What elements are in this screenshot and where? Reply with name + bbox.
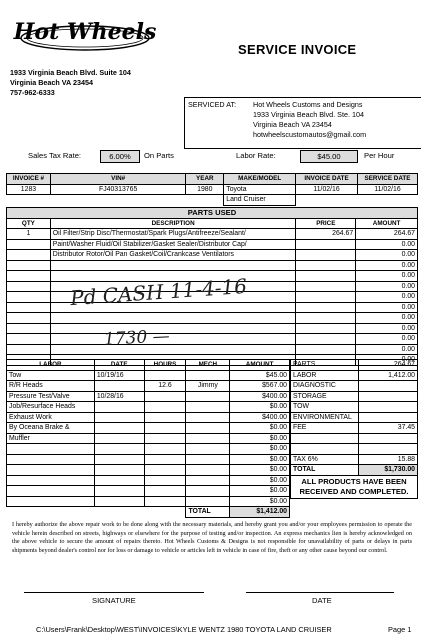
- summary-row: [291, 444, 418, 455]
- col-make-model: MAKE/MODEL: [224, 174, 296, 185]
- labor-amount: $0.00: [230, 402, 290, 413]
- parts-row: [7, 260, 418, 271]
- labor-date: 10/19/16: [94, 370, 144, 381]
- summary-value: [358, 444, 417, 455]
- labor-mechanic: [186, 391, 230, 402]
- labor-rate-value: $45.00: [300, 150, 358, 163]
- labor-mechanic: [186, 444, 230, 455]
- summary-row: [291, 433, 418, 444]
- summary-table: [290, 359, 418, 499]
- labor-date: [94, 412, 144, 423]
- labor-row: [7, 381, 290, 392]
- date-line: [246, 592, 394, 593]
- col-hours: HOURS: [144, 360, 186, 371]
- labor-row: [7, 412, 290, 423]
- labor-amount: $0.00: [230, 475, 290, 486]
- labor-hours: 12.6: [144, 381, 186, 392]
- labor-description: [7, 496, 95, 507]
- labor-hours: [144, 475, 186, 486]
- labor-amount: $400.00: [230, 391, 290, 402]
- labor-hours: [144, 370, 186, 381]
- labor-mechanic: [186, 454, 230, 465]
- part-price: [296, 281, 356, 292]
- part-amount: 0.00: [356, 323, 418, 334]
- logo-text: Hot Wheels: [13, 19, 157, 45]
- labor-mechanic: Jimmy: [186, 381, 230, 392]
- invoice-date: 11/02/16: [296, 184, 358, 195]
- part-qty: [7, 292, 51, 303]
- part-amount: 0.00: [356, 313, 418, 324]
- labor-rate-suffix: Per Hour: [364, 151, 395, 160]
- labor-row: [7, 370, 290, 381]
- labor-row: [7, 496, 290, 507]
- document-title: SERVICE INVOICE: [238, 42, 357, 57]
- summary-row: [291, 423, 418, 434]
- labor-hours: [144, 391, 186, 402]
- serviced-at-line: Hot Wheels Customs and Designs: [253, 100, 363, 109]
- labor-date: [94, 381, 144, 392]
- summary-label: [291, 444, 359, 455]
- summary-row: [291, 360, 418, 371]
- part-price: [296, 302, 356, 313]
- parts-row: [7, 344, 418, 355]
- company-phone: 757-962-6333: [10, 88, 55, 97]
- labor-total-label: TOTAL: [186, 507, 230, 518]
- col-mech: MECH: [186, 360, 230, 371]
- address-line2: Virginia Beach VA 23454: [10, 78, 93, 87]
- parts-row: [7, 250, 418, 261]
- part-amount: 0.00: [356, 260, 418, 271]
- summary-label: LABOR: [291, 370, 359, 381]
- summary-label: ENVIRONMENTAL: [291, 412, 359, 423]
- labor-hours: [144, 496, 186, 507]
- summary-row: [291, 370, 418, 381]
- footer-file-path: C:\Users\Frank\Desktop\WEST\INVOICES\KYLE WENTZ 1980 TOYOTA LAND CRUISER: [36, 625, 332, 634]
- invoice-number: 1283: [7, 184, 51, 195]
- labor-hours: [144, 465, 186, 476]
- make: Toyota: [224, 184, 296, 195]
- summary-row: [291, 402, 418, 413]
- date-label: DATE: [312, 596, 332, 605]
- labor-date: [94, 454, 144, 465]
- serviced-at-line: 1933 Virginia Beach Blvd. Ste. 104: [253, 110, 364, 119]
- company-address: [10, 68, 131, 98]
- labor-description: By Oceana Brake &: [7, 423, 95, 434]
- part-description: [50, 260, 296, 271]
- part-description: Paint/Washer Fluid/Oil Stabilizer/Gasket Sealer/Distributor Cap/: [50, 239, 296, 250]
- labor-date: [94, 423, 144, 434]
- labor-date: [94, 475, 144, 486]
- part-amount: 0.00: [356, 292, 418, 303]
- labor-description: Muffler: [7, 433, 95, 444]
- labor-mechanic: [186, 370, 230, 381]
- col-invoice-date: INVOICE DATE: [296, 174, 358, 185]
- labor-row: [7, 475, 290, 486]
- col-price: PRICE: [296, 218, 356, 229]
- part-qty: [7, 344, 51, 355]
- labor-amount: $567.00: [230, 381, 290, 392]
- summary-value: 264.67: [358, 360, 417, 371]
- part-price: [296, 323, 356, 334]
- col-invoice-number: INVOICE #: [7, 174, 51, 185]
- labor-description: Pressure Test/Valve: [7, 391, 95, 402]
- labor-mechanic: [186, 402, 230, 413]
- labor-row: [7, 391, 290, 402]
- part-price: [296, 344, 356, 355]
- labor-amount: $0.00: [230, 444, 290, 455]
- col-labor-amount: AMOUNT: [230, 360, 290, 371]
- part-amount: 0.00: [356, 250, 418, 261]
- col-labor: LABOR: [7, 360, 95, 371]
- labor-date: [94, 402, 144, 413]
- summary-label: TOTAL: [291, 465, 359, 476]
- labor-description: [7, 486, 95, 497]
- summary-value: [358, 412, 417, 423]
- summary-row: [291, 454, 418, 465]
- labor-hours: [144, 423, 186, 434]
- summary-label: DIAGNOSTIC: [291, 381, 359, 392]
- part-price: [296, 313, 356, 324]
- summary-value: $1,730.00: [358, 465, 417, 476]
- labor-amount: $0.00: [230, 496, 290, 507]
- labor-hours: [144, 444, 186, 455]
- labor-mechanic: [186, 475, 230, 486]
- labor-total-value: $1,412.00: [230, 507, 290, 518]
- part-price: [296, 292, 356, 303]
- part-amount: 0.00: [356, 281, 418, 292]
- part-qty: [7, 323, 51, 334]
- parts-row: [7, 334, 418, 345]
- labor-hours: [144, 433, 186, 444]
- labor-description: [7, 475, 95, 486]
- summary-label: TOW: [291, 402, 359, 413]
- summary-row: [291, 381, 418, 392]
- parts-row: [7, 323, 418, 334]
- labor-row: [7, 465, 290, 476]
- serviced-at-box: [184, 97, 421, 149]
- summary-value: 15.88: [358, 454, 417, 465]
- labor-date: [94, 496, 144, 507]
- labor-mechanic: [186, 423, 230, 434]
- part-amount: 264.67: [356, 229, 418, 240]
- labor-hours: [144, 412, 186, 423]
- serviced-at-email: hotwheelscustomautos@gmail.com: [253, 130, 367, 139]
- part-qty: [7, 239, 51, 250]
- company-logo: [10, 10, 160, 62]
- part-qty: [7, 271, 51, 282]
- part-qty: [7, 281, 51, 292]
- part-qty: [7, 313, 51, 324]
- summary-label: PARTS: [291, 360, 359, 371]
- col-date: DATE: [94, 360, 144, 371]
- summary-label: STORAGE: [291, 391, 359, 402]
- labor-row: [7, 454, 290, 465]
- labor-row: [7, 433, 290, 444]
- summary-row: [291, 391, 418, 402]
- labor-mechanic: [186, 433, 230, 444]
- labor-hours: [144, 454, 186, 465]
- part-amount: 0.00: [356, 271, 418, 282]
- labor-description: Job/Resurface Heads: [7, 402, 95, 413]
- labor-mechanic: [186, 412, 230, 423]
- summary-row: [291, 412, 418, 423]
- summary-value: [358, 391, 417, 402]
- labor-description: [7, 444, 95, 455]
- labor-description: Exhaust Work: [7, 412, 95, 423]
- service-date: 11/02/16: [358, 184, 418, 195]
- labor-amount: $0.00: [230, 465, 290, 476]
- address-line1: 1933 Virginia Beach Blvd. Suite 104: [10, 68, 131, 77]
- signature-label: SIGNATURE: [92, 596, 136, 605]
- handwritten-payment-note: Pd CASH 11-4-16: [69, 273, 248, 311]
- labor-date: 10/28/16: [94, 391, 144, 402]
- handwritten-amount: 1730 —: [103, 326, 171, 350]
- labor-mechanic: [186, 496, 230, 507]
- summary-label: TAX 6%: [291, 454, 359, 465]
- summary-value: 1,412.00: [358, 370, 417, 381]
- part-price: [296, 271, 356, 282]
- part-price: 264.67: [296, 229, 356, 240]
- col-vin: VIN#: [50, 174, 185, 185]
- col-amount: AMOUNT: [356, 218, 418, 229]
- sales-tax-label: Sales Tax Rate:: [28, 151, 82, 160]
- part-qty: [7, 334, 51, 345]
- signature-line: [24, 592, 204, 593]
- labor-amount: $0.00: [230, 423, 290, 434]
- terms-text: I hereby authorize the above repair work to be done along with the necessary materials, and hereby grant you and/or your employees permission to operate the vehicle herein described on streets, highways or elsewhere for the purpose of testing and/or inspection. An express mechanics lien is hereby acknowledged on the above vehicle to secure the amount of repairs thereto. Hot Wheels Customs & Designs is not responsible for unavailability of parts or delays in parts shipments beyond dealer's control nor for loss or damage to vehicle or articles left in vehicle in case of fire, theft or any other cause beyond our control.: [12, 521, 412, 554]
- labor-date: [94, 444, 144, 455]
- part-description: [50, 344, 296, 355]
- sales-tax-value: 6.00%: [100, 150, 140, 163]
- part-qty: [7, 250, 51, 261]
- summary-value: [358, 381, 417, 392]
- part-description: [50, 334, 296, 345]
- parts-row: [7, 313, 418, 324]
- labor-date: [94, 433, 144, 444]
- part-description: [50, 313, 296, 324]
- part-price: [296, 239, 356, 250]
- labor-hours: [144, 402, 186, 413]
- labor-amount: $0.00: [230, 433, 290, 444]
- labor-amount: $0.00: [230, 486, 290, 497]
- part-description: Oil Filter/Strip Disc/Thermostat/Spark Plugs/Antifreeze/Sealant/: [50, 229, 296, 240]
- part-amount: 0.00: [356, 334, 418, 345]
- col-qty: QTY: [7, 218, 51, 229]
- part-price: [296, 250, 356, 261]
- vin: FJ40313765: [50, 184, 185, 195]
- labor-date: [94, 465, 144, 476]
- summary-label: FEE: [291, 423, 359, 434]
- col-service-date: SERVICE DATE: [358, 174, 418, 185]
- summary-value: 37.45: [358, 423, 417, 434]
- summary-value: [358, 402, 417, 413]
- part-amount: 0.00: [356, 344, 418, 355]
- labor-mechanic: [186, 465, 230, 476]
- parts-row: [7, 229, 418, 240]
- part-description: [50, 323, 296, 334]
- completion-notice: ALL PRODUCTS HAVE BEEN RECEIVED AND COMPLETED.: [291, 475, 418, 498]
- col-description: DESCRIPTION: [50, 218, 296, 229]
- footer-page-number: Page 1: [388, 625, 412, 634]
- labor-row: [7, 486, 290, 497]
- part-amount: 0.00: [356, 239, 418, 250]
- serviced-at-label: SERVICED AT:: [188, 100, 237, 109]
- part-amount: 0.00: [356, 355, 418, 366]
- labor-hours: [144, 486, 186, 497]
- labor-amount: $400.00: [230, 412, 290, 423]
- labor-amount: $45.00: [230, 370, 290, 381]
- part-qty: [7, 260, 51, 271]
- part-price: [296, 260, 356, 271]
- serviced-at-line: Virginia Beach VA 23454: [253, 120, 332, 129]
- labor-date: [94, 486, 144, 497]
- labor-rate-label: Labor Rate:: [236, 151, 276, 160]
- labor-description: Tow: [7, 370, 95, 381]
- summary-value: [358, 433, 417, 444]
- labor-table: [6, 359, 290, 518]
- part-qty: [7, 302, 51, 313]
- parts-row: [7, 302, 418, 313]
- sales-tax-suffix: On Parts: [144, 151, 174, 160]
- year: 1980: [186, 184, 224, 195]
- parts-row: [7, 239, 418, 250]
- labor-amount: $0.00: [230, 454, 290, 465]
- part-price: [296, 334, 356, 345]
- labor-row: [7, 423, 290, 434]
- labor-row: [7, 444, 290, 455]
- labor-description: R/R Heads: [7, 381, 95, 392]
- summary-row: [291, 465, 418, 476]
- part-description: Distributor Rotor/Oil Pan Gasket/Coil/Crankcase Ventilators: [50, 250, 296, 261]
- labor-description: [7, 465, 95, 476]
- part-qty: 1: [7, 229, 51, 240]
- labor-row: [7, 402, 290, 413]
- summary-label: [291, 433, 359, 444]
- col-year: YEAR: [186, 174, 224, 185]
- labor-description: [7, 454, 95, 465]
- model: Land Cruiser: [224, 195, 296, 206]
- invoice-header-table: [6, 173, 418, 206]
- parts-section-title: PARTS USED: [7, 208, 418, 219]
- part-amount: 0.00: [356, 302, 418, 313]
- labor-mechanic: [186, 486, 230, 497]
